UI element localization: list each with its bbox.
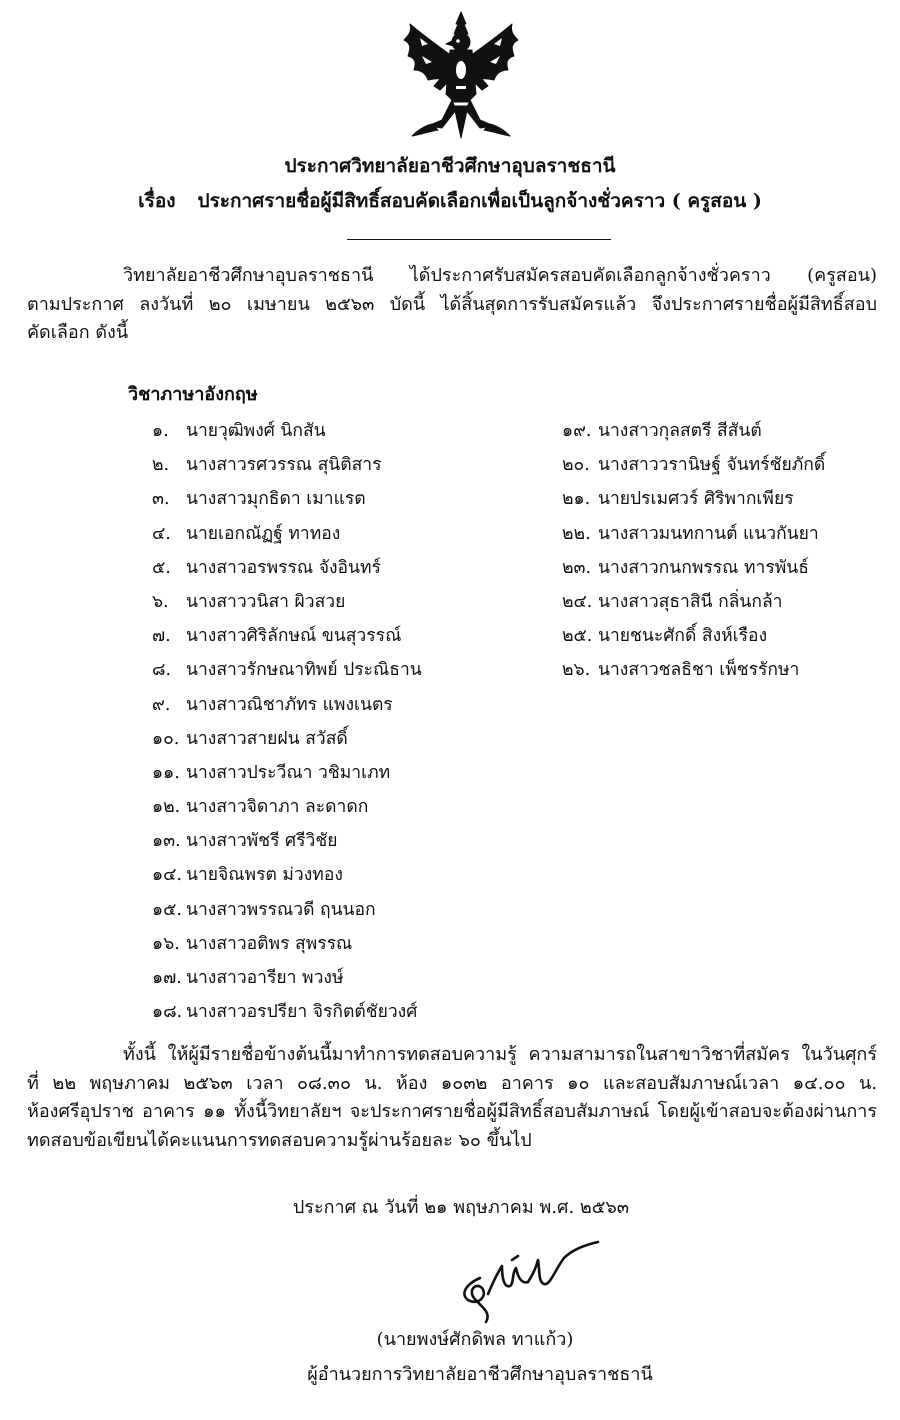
item-number: ๒๕.	[562, 626, 593, 647]
candidate-name: นางสาวพัชรี ศรีวิชัย	[186, 831, 338, 852]
announcement-subject	[0, 186, 900, 216]
subject-text: ประกาศรายชื่อผู้มีสิทธิ์สอบคัดเลือกเพื่อเป็นลูกจ้างชั่วคราว ( ครูสอน )	[197, 190, 762, 212]
intro-line: วิทยาลัยอาชีวศึกษาอุบลราชธานี ได้ประกาศรับสมัครสอบคัดเลือกลูกจ้างชั่วคราว (ครูสอน)	[123, 265, 877, 286]
list-item	[152, 824, 422, 858]
closing-paragraph	[27, 1041, 877, 1155]
list-item	[152, 893, 422, 927]
item-number: ๘.	[152, 660, 172, 681]
list-item	[152, 790, 422, 824]
item-number: ๑๙.	[562, 421, 592, 441]
intro-line: คัดเลือก ดังนี้	[27, 322, 129, 343]
candidate-name: นางสาวกุลสตรี สีสันต์	[598, 421, 762, 441]
candidate-name: นางสาวพรรณวดี ฤนนอก	[186, 899, 376, 920]
item-number: ๒๔.	[562, 591, 593, 612]
candidate-list-left	[152, 414, 422, 1029]
candidate-name: นายวุฒิพงศ์ นิกสัน	[186, 421, 326, 441]
announcement-date-text: ประกาศ ณ วันที่ ๒๑ พฤษภาคม พ.ศ. ๒๕๖๓	[292, 1197, 630, 1218]
candidate-name: นางสาวณิชาภัทร แพงเนตร	[186, 694, 393, 715]
handwritten-signature-icon	[452, 1238, 602, 1328]
signer-title-text: ผู้อำนวยการวิทยาลัยอาชีวศึกษาอุบลราชธานี	[307, 1364, 653, 1385]
list-item	[562, 448, 825, 482]
list-item	[152, 619, 422, 653]
closing-line: ทั้งนี้ ให้ผู้มีรายชื่อข้างต้นนี้มาทำการทดสอบความรู้ ความสามารถในสาขาวิชาที่สมัคร ในวันศุกร์	[123, 1044, 877, 1065]
item-number: ๒๒.	[562, 523, 591, 544]
signer-name-text: (นายพงษ์ศักดิพล ทาแก้ว)	[376, 1329, 574, 1350]
list-item	[562, 414, 825, 448]
item-number: ๑๓.	[152, 831, 181, 852]
candidate-name: นางสาวมุกธิดา เมาแรต	[186, 489, 366, 510]
list-item	[562, 653, 825, 687]
item-number: ๗.	[152, 626, 171, 647]
item-number: ๑๖.	[152, 933, 180, 954]
item-number: ๑๑.	[152, 762, 180, 783]
candidate-name: นางสาวศิริลักษณ์ ขนสุวรรณ์	[186, 626, 402, 647]
item-number: ๑.	[152, 421, 169, 441]
announcement-date	[0, 1192, 900, 1221]
candidate-name: นางสาวสุธาสินี กลิ่นกล้า	[598, 591, 783, 612]
closing-line: ที่ ๒๒ พฤษภาคม ๒๕๖๓ เวลา ๐๘.๓๐ น. ห้อง ๑๐๓๒ อาคาร ๑๐ และสอบสัมภาษณ์เวลา ๑๔.๐๐ น.	[27, 1072, 877, 1094]
candidate-name: นางสาวประวีณา วชิมาเภท	[186, 762, 391, 783]
list-item	[152, 722, 422, 756]
list-item	[152, 585, 422, 619]
garuda-emblem-icon	[398, 10, 524, 142]
candidate-name: นางสาวจิดาภา ละดาดก	[186, 797, 369, 818]
closing-line: ห้องศรีอุปราช อาคาร ๑๑ ทั้งนี้วิทยาลัยฯ จะประกาศรายชื่อผู้มีสิทธิ์สอบสัมภาษณ์ โดยผู้เข้าสอบจะต้องผ่านการ	[27, 1101, 877, 1122]
list-item	[562, 517, 825, 551]
list-item	[152, 482, 422, 516]
candidate-name: นางสาวกนกพรรณ ทารพันธ์	[598, 557, 809, 578]
candidate-name: นางสาวรักษณาทิพย์ ประณิธาน	[186, 660, 422, 681]
list-item	[152, 756, 422, 790]
intro-line: ตามประกาศ ลงวันที่ ๒๐ เมษายน ๒๕๖๓ บัดนี้ ได้สิ้นสุดการรับสมัครแล้ว จึงประกาศรายชื่อผู้มีสิทธิ์สอบ	[27, 293, 877, 315]
candidate-name: นายเอกณัฏฐ์ ทาทอง	[186, 523, 341, 544]
candidate-name: นายจิณพรต ม่วงทอง	[186, 865, 343, 886]
candidate-list-right	[562, 414, 825, 688]
candidate-name: นายชนะศักดิ์ สิงห์เรือง	[598, 626, 768, 647]
item-number: ๒.	[152, 455, 170, 476]
list-item	[152, 414, 422, 448]
list-item	[152, 927, 422, 961]
signer-title	[0, 1359, 900, 1388]
candidate-name: นางสาวอรปรียา จิรกิตต์ชัยวงศ์	[186, 1002, 418, 1023]
announcement-title: ประกาศวิทยาลัยอาชีวศึกษาอุบลราชธานี	[284, 155, 616, 177]
candidate-name: นายปรเมศวร์ ศิริพากเพียร	[598, 489, 794, 510]
list-item	[562, 585, 825, 619]
item-number: ๒๑.	[562, 489, 591, 510]
list-item	[152, 961, 422, 995]
candidate-name: นางสาวรศวรรณ สุนิติสาร	[186, 455, 382, 476]
list-item	[152, 551, 422, 585]
candidate-name: นางสาวสายฝน สวัสดิ์	[186, 728, 348, 749]
item-number: ๑๕.	[152, 899, 182, 920]
item-number: ๑๐.	[152, 728, 180, 749]
candidate-name: นางสาวมนทกานต์ แนวกันยา	[598, 523, 819, 544]
candidate-name: นางสาวชลธิชา เพ็ชรรักษา	[598, 660, 800, 681]
item-number: ๒๐.	[562, 455, 590, 476]
signer-name	[0, 1324, 900, 1353]
list-item	[562, 482, 825, 516]
list-item	[562, 551, 825, 585]
list-item	[562, 619, 825, 653]
list-item	[152, 517, 422, 551]
item-number: ๖.	[152, 591, 169, 612]
candidate-name: นางสาวอติพร สุพรรณ	[186, 933, 353, 954]
closing-line: ทดสอบข้อเขียนได้คะแนนการทดสอบความรู้ผ่านร้อยละ ๖๐ ขึ้นไป	[27, 1129, 532, 1151]
list-item	[152, 688, 422, 722]
item-number: ๑๗.	[152, 968, 182, 988]
item-number: ๒๖.	[562, 660, 591, 681]
subject-heading: วิชาภาษาอังกฤษ	[128, 384, 258, 405]
intro-paragraph	[27, 262, 877, 348]
item-number: ๕.	[152, 557, 171, 578]
subject-label: เรื่อง	[138, 190, 176, 212]
candidate-name: นางสาวอรพรรณ จังอินทร์	[186, 557, 381, 578]
list-item	[152, 858, 422, 892]
title-divider	[347, 239, 611, 240]
item-number: ๒๓.	[562, 557, 592, 578]
list-item	[152, 448, 422, 482]
candidate-name: นางสาววนิสา ผิวสวย	[186, 591, 346, 612]
item-number: ๔.	[152, 523, 171, 544]
item-number: ๓.	[152, 489, 170, 510]
candidate-name: นางสาวอารียา พวงษ์	[186, 968, 344, 988]
list-item	[152, 653, 422, 687]
item-number: ๑๘.	[152, 1002, 183, 1023]
candidate-name: นางสาววรานิษฐ์ จันทร์ชัยภักดิ์	[598, 455, 826, 476]
item-number: ๑๔.	[152, 865, 182, 886]
list-item	[152, 995, 422, 1029]
item-number: ๑๒.	[152, 797, 181, 818]
item-number: ๙.	[152, 694, 171, 715]
